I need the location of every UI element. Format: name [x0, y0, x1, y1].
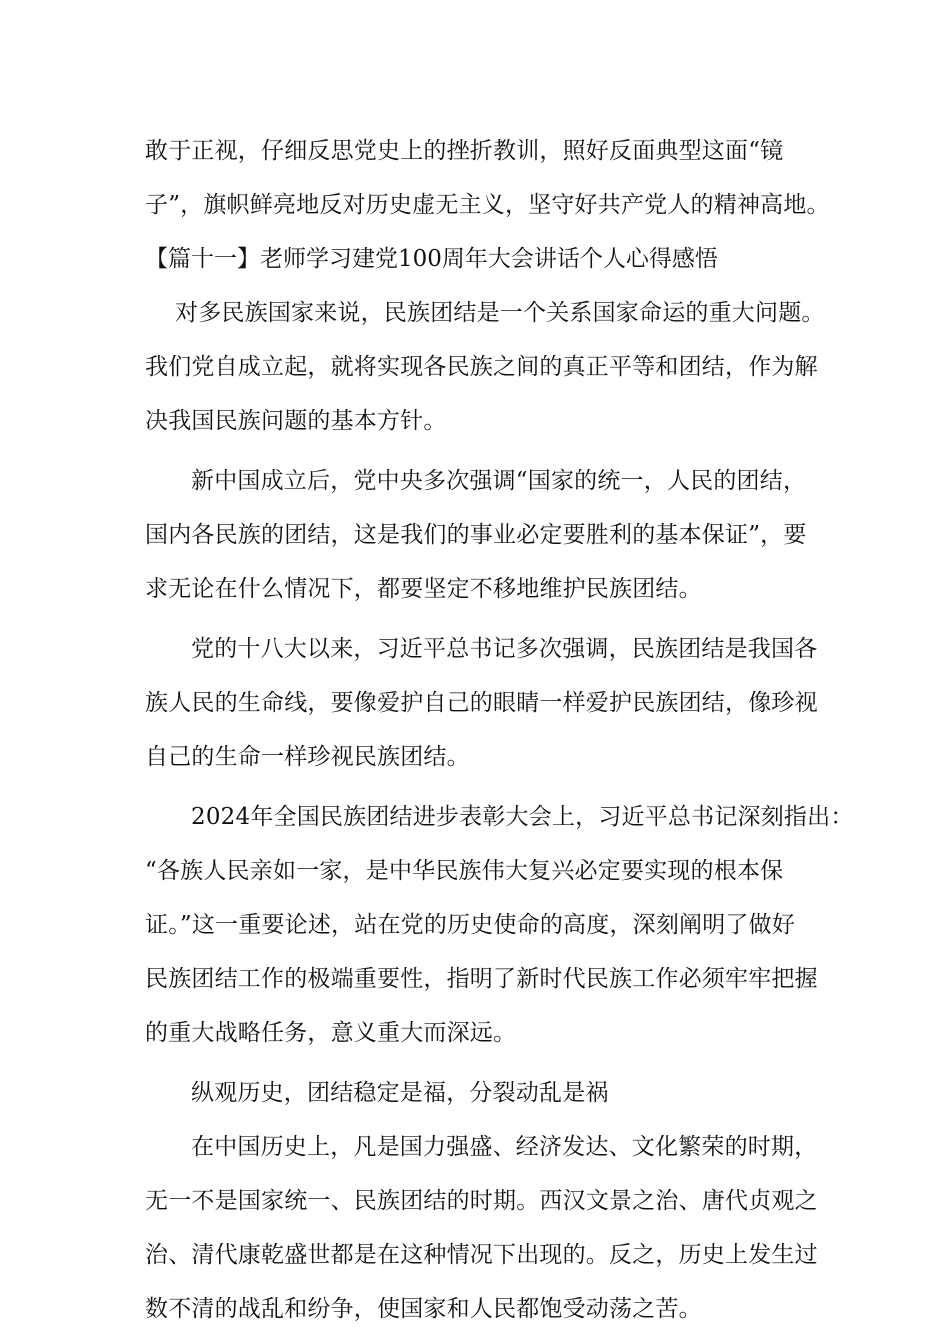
body-line: 自己的生命一样珍视民族团结。: [145, 744, 470, 770]
paragraph-start: 新中国成立后，党中央多次强调“国家的统一，人民的团结，: [191, 468, 807, 494]
body-line: 证。”这一重要论述，站在党的历史使命的高度，深刻阐明了做好: [145, 912, 796, 938]
document-body: [145, 124, 854, 1336]
body-line: 敢于正视，仔细反思党史上的挫折教训，照好反面典型这面“镜: [145, 138, 784, 164]
body-line: 族人民的生命线，要像爱护自己的眼睛一样爱护民族团结，像珍视: [145, 690, 818, 716]
paragraph-start: 对多民族国家来说，民族团结是一个关系国家命运的重大问题。: [175, 300, 825, 326]
body-line: 国内各民族的团结，这是我们的事业必定要胜利的基本保证”，要: [145, 522, 807, 548]
paragraph-start: 2024年全国民族团结进步表彰大会上，习近平总书记深刻指出：: [191, 804, 854, 830]
body-line: 子”，旗帜鲜亮地反对历史虚无主义，坚守好共产党人的精神高地。: [145, 192, 830, 218]
body-line: 治、清代康乾盛世都是在这种情况下出现的。反之，历史上发生过: [145, 1242, 818, 1268]
body-line: 民族团结工作的极端重要性，指明了新时代民族工作必须牢牢把握: [145, 966, 818, 992]
body-line: 求无论在什么情况下，都要坚定不移地维护民族团结。: [145, 576, 702, 602]
body-line: “各族人民亲如一家，是中华民族伟大复兴必定要实现的根本保: [145, 858, 784, 884]
subheading: 纵观历史，团结稳定是福，分裂动乱是祸: [191, 1080, 609, 1106]
body-line: 我们党自成立起，就将实现各民族之间的真正平等和团结，作为解: [145, 354, 818, 380]
body-line: 无一不是国家统一、民族团结的时期。西汉文景之治、唐代贞观之: [145, 1188, 818, 1214]
body-line: 决我国民族问题的基本方针。: [145, 408, 447, 434]
section-heading: 【篇十一】老师学习建党100周年大会讲话个人心得感悟: [145, 246, 718, 272]
body-line: 数不清的战乱和纷争，使国家和人民都饱受动荡之苦。: [145, 1296, 702, 1322]
paragraph-start: 党的十八大以来，习近平总书记多次强调，民族团结是我国各: [191, 636, 818, 662]
paragraph-start: 在中国历史上，凡是国力强盛、经济发达、文化繁荣的时期，: [191, 1134, 818, 1160]
body-line: 的重大战略任务，意义重大而深远。: [145, 1020, 517, 1046]
